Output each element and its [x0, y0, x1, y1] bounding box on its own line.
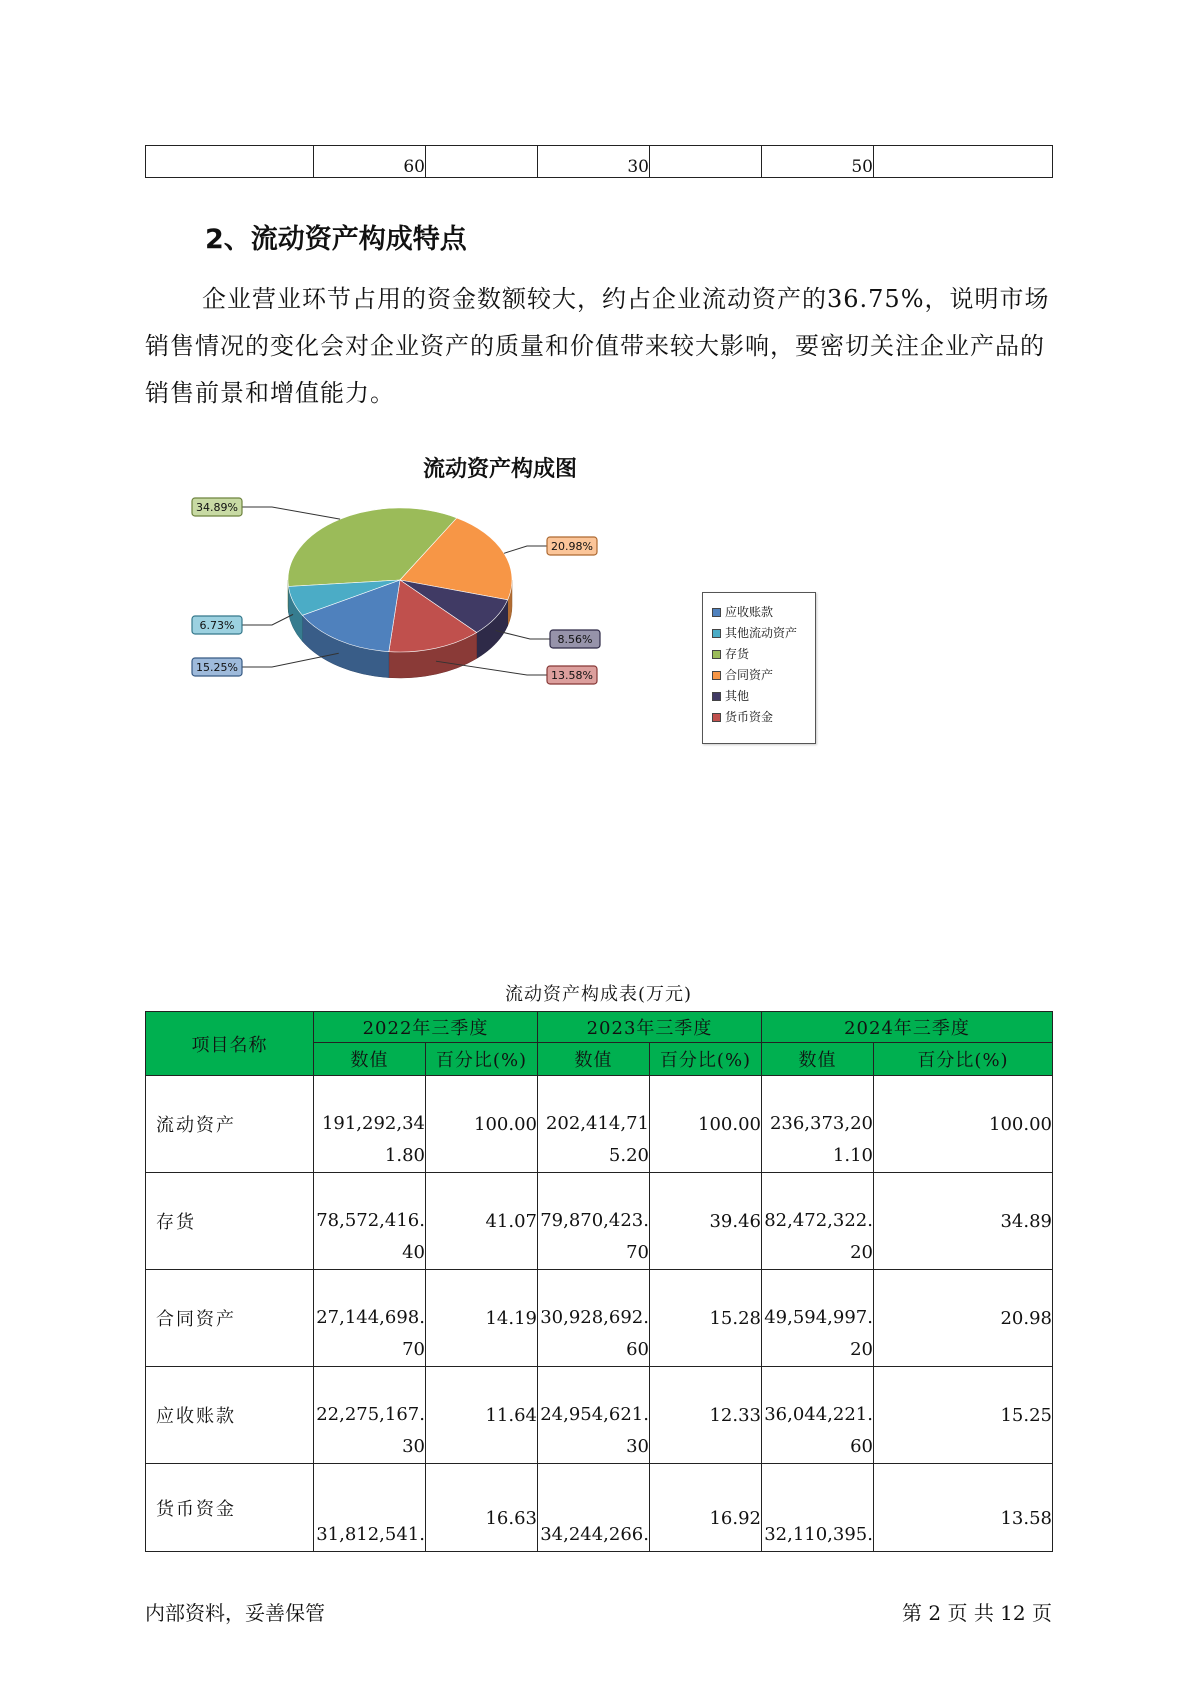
row-name-cell: 存货 [146, 1173, 314, 1270]
value-cell: 82,472,322.20 [762, 1173, 874, 1270]
table-row [146, 1367, 1053, 1464]
leader-line [504, 546, 547, 553]
percent-cell: 34.89 [874, 1173, 1053, 1270]
value-cell: 79,870,423.70 [538, 1173, 650, 1270]
header-value: 数值 [762, 1043, 874, 1076]
percent-cell: 15.25 [874, 1367, 1053, 1464]
percent-cell: 100.00 [650, 1076, 762, 1173]
percent-cell: 16.92 [650, 1464, 762, 1552]
value-cell: 31,812,541. [314, 1464, 426, 1552]
header-value: 数值 [538, 1043, 650, 1076]
section-heading: 2、流动资产构成特点 [205, 224, 467, 255]
body-paragraph: 企业营业环节占用的资金数额较大，约占企业流动资产的36.75%，说明市场销售情况的变化会对企业资产的质量和价值带来较大影响，要密切关注企业产品的销售前景和增值能力。 [145, 285, 1050, 407]
legend-item [712, 645, 749, 663]
percent-cell: 14.19 [426, 1270, 538, 1367]
value-cell: 191,292,341.80 [314, 1076, 426, 1173]
data-label: 8.56% [557, 633, 593, 646]
header-value: 数值 [314, 1043, 426, 1076]
table-row [146, 1076, 1053, 1173]
percent-cell: 100.00 [874, 1076, 1053, 1173]
value-cell: 236,373,201.10 [762, 1076, 874, 1173]
table-cell [426, 146, 538, 178]
table-cell [874, 146, 1053, 178]
legend-item [712, 708, 773, 726]
footer-confidential: 内部资料，妥善保管 [145, 1601, 325, 1625]
value-cell: 34,244,266. [538, 1464, 650, 1552]
pie-chart [190, 440, 830, 760]
legend-label: 货币资金 [725, 710, 774, 724]
row-name-cell: 流动资产 [146, 1076, 314, 1173]
legend-swatch [712, 608, 721, 617]
table-cell: 60 [314, 146, 426, 178]
percent-cell: 100.00 [426, 1076, 538, 1173]
legend-label: 存货 [725, 647, 750, 661]
percent-cell: 39.46 [650, 1173, 762, 1270]
value-cell: 202,414,715.20 [538, 1076, 650, 1173]
header-item-name: 项目名称 [146, 1012, 314, 1076]
value-cell: 30,928,692.60 [538, 1270, 650, 1367]
legend-item [712, 603, 773, 621]
table-cell [146, 146, 314, 178]
data-label: 13.58% [551, 669, 593, 682]
legend-label: 其他 [725, 689, 750, 703]
leader-line [242, 614, 293, 625]
data-label: 15.25% [196, 661, 238, 674]
asset-composition-table [145, 1011, 1053, 1552]
percent-cell: 20.98 [874, 1270, 1053, 1367]
legend-item [712, 666, 773, 684]
header-percent: 百分比(%) [874, 1043, 1053, 1076]
value-cell: 32,110,395. [762, 1464, 874, 1552]
legend-label: 其他流动资产 [725, 626, 798, 640]
header-percent: 百分比(%) [426, 1043, 538, 1076]
row-name-cell: 应收账款 [146, 1367, 314, 1464]
chart-legend [702, 592, 816, 744]
legend-label: 合同资产 [725, 668, 774, 682]
footer-page-number: 第 2 页 共 12 页 [902, 1601, 1052, 1625]
row-name-cell: 合同资产 [146, 1270, 314, 1367]
data-label: 6.73% [199, 619, 235, 632]
header-period: 2024年三季度 [762, 1012, 1053, 1043]
legend-item [712, 687, 749, 705]
table-row [146, 1173, 1053, 1270]
header-period: 2023年三季度 [538, 1012, 762, 1043]
percent-cell: 13.58 [874, 1464, 1053, 1552]
value-cell: 78,572,416.40 [314, 1173, 426, 1270]
table-cell: 50 [762, 146, 874, 178]
value-cell: 36,044,221.60 [762, 1367, 874, 1464]
value-cell: 27,144,698.70 [314, 1270, 426, 1367]
legend-swatch [712, 692, 721, 701]
header-period: 2022年三季度 [314, 1012, 538, 1043]
legend-label: 应收账款 [725, 605, 774, 619]
percent-cell: 11.64 [426, 1367, 538, 1464]
percent-cell: 12.33 [650, 1367, 762, 1464]
value-cell: 22,275,167.30 [314, 1367, 426, 1464]
value-cell: 49,594,997.20 [762, 1270, 874, 1367]
legend-item [712, 624, 797, 642]
header-percent: 百分比(%) [650, 1043, 762, 1076]
table-cell [650, 146, 762, 178]
leader-line [242, 507, 340, 519]
legend-swatch [712, 650, 721, 659]
percent-cell: 16.63 [426, 1464, 538, 1552]
table-row [146, 1464, 1053, 1552]
legend-swatch [712, 713, 721, 722]
legend-swatch [712, 629, 721, 638]
data-label: 34.89% [196, 501, 238, 514]
table-row [146, 1270, 1053, 1367]
table-header-row [146, 1012, 1053, 1043]
legend-swatch [712, 671, 721, 680]
percent-cell: 15.28 [650, 1270, 762, 1367]
data-label: 20.98% [551, 540, 593, 553]
table-cell: 30 [538, 146, 650, 178]
row-name-cell: 货币资金 [146, 1464, 314, 1552]
percent-cell: 41.07 [426, 1173, 538, 1270]
table-caption: 流动资产构成表(万元) [504, 984, 693, 1005]
table-row [146, 146, 1053, 178]
value-cell: 24,954,621.30 [538, 1367, 650, 1464]
chart-title: 流动资产构成图 [422, 457, 577, 482]
top-fragment-table [145, 145, 1053, 178]
